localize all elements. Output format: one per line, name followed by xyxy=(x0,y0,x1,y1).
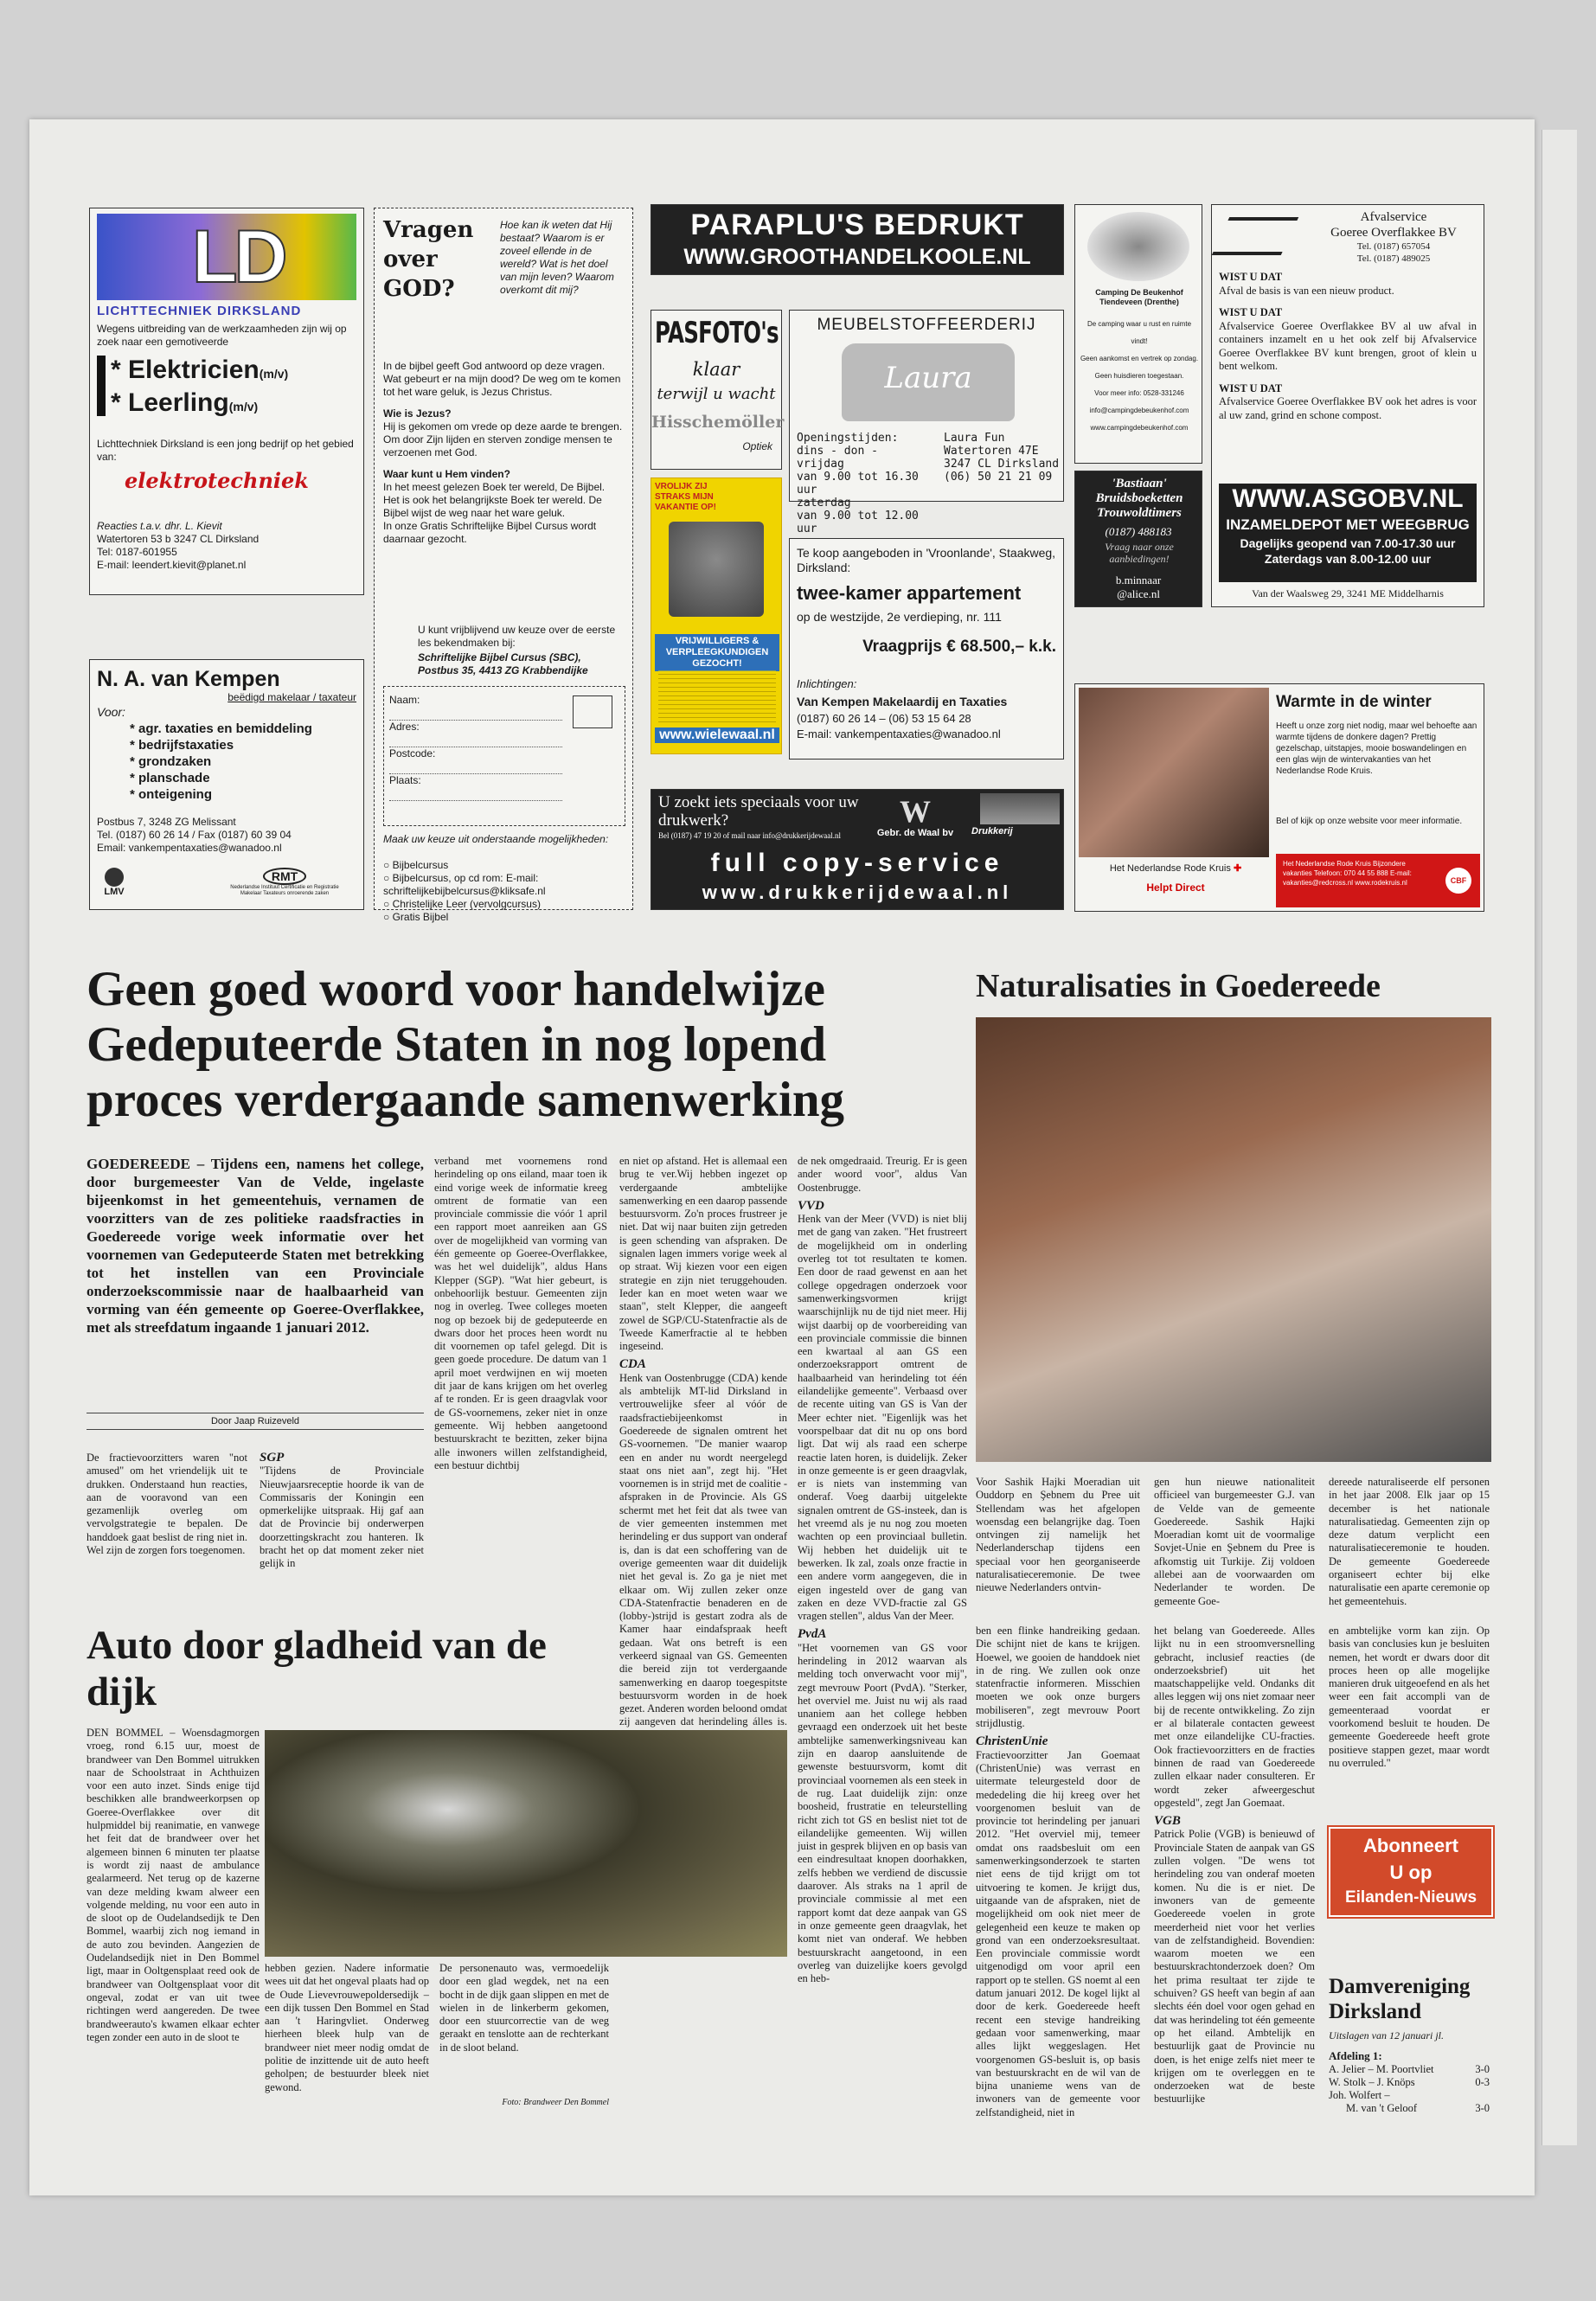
byline-text: Door Jaap Ruizeveld xyxy=(210,1416,300,1426)
dam-sub: Uitslagen van 12 januari jl. xyxy=(1329,2029,1444,2041)
laura-hours-line: van 9.00 tot 12.00 uur xyxy=(797,510,919,535)
drukkerij-question: U zoekt iets speciaals voor uw drukwerk? xyxy=(658,793,859,830)
main-col-2 xyxy=(260,1452,424,1607)
laura-hours-label: Openingstijden: xyxy=(797,432,899,445)
dam-match: A. Jelier – M. Poortvliet xyxy=(1329,2063,1434,2075)
main-col-7 xyxy=(1154,1476,1315,2125)
ld-company: LICHTTECHNIEK DIRKSLAND xyxy=(97,304,302,318)
god-option: Gratis Bijbel xyxy=(392,911,449,923)
afval-address: Van der Waalsweg 29, 3241 ME Middelharnis xyxy=(1252,587,1444,599)
god-p4: In onze Gratis Schriftelijke Bijbel Cursus wordt daarnaar gezocht. xyxy=(383,520,597,545)
ad-vragen-over-god xyxy=(374,208,633,923)
afval-depot-block xyxy=(1219,484,1477,582)
vrijwilligers-label: VRIJWILLIGERS & VERPLEEGKUNDIGEN GEZOCHT! xyxy=(655,634,779,671)
laura-address xyxy=(944,432,1061,484)
laura-hours-line: zaterdag xyxy=(797,497,851,510)
afval-body xyxy=(1219,271,1477,422)
drukkerij-contact: Bel (0187) 47 19 20 of mail naar info@drukkerijdewaal.nl xyxy=(658,831,841,840)
ad-rode-kruis xyxy=(1074,683,1484,912)
afval-h1: WIST U DAT xyxy=(1219,271,1283,283)
ld-brand: elektrotechniek xyxy=(125,468,309,493)
ld-address: Watertoren 53 b 3247 CL Dirksland xyxy=(97,533,260,545)
god-field-adres[interactable] xyxy=(389,721,562,747)
kempen-item: bedrijfstaxaties xyxy=(138,738,234,753)
damvereniging xyxy=(1329,1974,1490,2115)
kempen-tel: Tel. (0187) 60 26 14 / Fax (0187) 60 39 04 xyxy=(97,829,292,841)
main-byline xyxy=(87,1413,424,1430)
god-field-label: Naam: xyxy=(389,694,420,706)
bastiaan-sub: Vraag naar onze aanbiedingen! xyxy=(1105,541,1174,565)
appartement-tel: (0187) 60 26 14 – (06) 53 15 64 28 xyxy=(797,712,971,725)
pvda-heading: PvdA xyxy=(798,1627,827,1642)
auto-col1-text: DEN BOMMEL – Woensdagmorgen vroeg, rond 6.15 uur, moest de brandweer van Den Bommel uitrukken naar de Schoolstraat in Achthuizen voor een auto inzet. Sinds enige tijd beschikken alle brandweerkorpsen op Goeree-Overflakkee over dit hulpmiddel bij reanimatie, en vanwege het feit dat de brandweer over het algemeen binnen 6 minuten ter plaatse is wordt zij naast de ambulance gealarmeerd. Net terug op de kazerne van deze melding kwam alweer een volgende melding, nu voor een auto in de sloot op de Oudelandsedijk te Den Bommel, waarbij zich nog iemand in de auto zou bevinden. Aangezien de Oudelandsedijk niet in Den Bommel ligt, maar in Ooltgensplaat reed ook de brandweer van Ooltgensplaat voor dit ongeval, zodat er van uit twee richtingen werd aangereden. De twee brandweerauto's kwamen elkaar echter tegen zonder een auto in de sloot te xyxy=(87,1727,260,2043)
checkbox-icon[interactable]: ○ xyxy=(383,859,390,871)
main-col6b-text: ben een flinke handreiking gedaan. Die schijnt niet de kans te krijgen. Hoewel, we gooien de handdoek niet in de ring. We zullen ook onze statenfractie informeren. Misschien moeten we ook onze burgers mobiliseren", zegt mevrouw Poort strijdlustig. xyxy=(976,1625,1140,1730)
auto-col-2 xyxy=(265,1962,429,2126)
rodekruis-org: Het Nederlandse Rode Kruis xyxy=(1109,863,1231,874)
ad-camping-beukenhof xyxy=(1074,204,1202,464)
naturalisatie-photo xyxy=(976,1017,1491,1462)
main-col5c-text: "Het voornemen van GS voor herindeling in 2012 waarvan als melding toch onverwacht voor mij", zegt mevrouw Poort (PvdA). "Sterker, het overviel me. Juist nu wij als raad unaniem aan het college hebben gevraagd een onderzoek uit het beste ambtelijke samenwerkingsniveau kan zijn en daarop aansluitende de gewenste bestuursvorm, komt dit provinciaal voornemen als een steek in de rug. Laat duidelijk zijn: onze boosheid, frustratie en teleurstelling richt zich tot GS en beslist niet tot de eilandelijke gemeenten. Wij willen juist in gesprek blijven en op basis van een eindresultaat knopen doorhakken, zelfs hebben we verdiend de discussie daarover. Als straks na 1 april de provinciale commissie al met een rapport komt dat deze aanpak van GS in onze gemeente geen draagvlak, het komt niet van onderaf. We hebben bestuurskracht aangetoond, in een overleg van duizelijke koers gevolgd en heb- xyxy=(798,1641,967,1985)
truck-icon xyxy=(1212,217,1299,255)
appartement-agent: Van Kempen Makelaardij en Taxaties xyxy=(797,695,1008,708)
god-field-plaats[interactable] xyxy=(389,774,562,801)
vrijwilligers-url: www.wielewaal.nl xyxy=(655,727,779,743)
auto-col2-text: hebben gezien. Nadere informatie wees uit dat het ongeval plaats had op de Oude Lievevrouwepoldersedijk – een dijk tussen Den Bommel en Stad aan 't Haringvliet. Onderweg hierheen bleek hulp van de brandweer niet meer nodig omdat de politie de inzittende uit de auto heeft geholpen; de bestuurder bleek niet gewond. xyxy=(265,1962,429,2093)
red-cross-icon: ✚ xyxy=(1233,863,1242,874)
laura-addr-line: Watertoren 47E xyxy=(944,445,1039,458)
ad-van-kempen xyxy=(89,659,364,910)
main-col-6 xyxy=(976,1476,1140,2125)
abonneer-line3: Eilanden-Nieuws xyxy=(1344,1888,1477,1907)
ld-body: Lichttechniek Dirksland is een jong bedrijf op het gebied van: xyxy=(97,438,354,463)
god-options xyxy=(383,859,624,924)
god-send: U kunt vrijblijvend uw keuze over de eerste les bekendmaken bij: xyxy=(418,624,616,649)
drukkerij-name: Gebr. de Waal bv xyxy=(876,828,954,838)
god-questions: Hoe kan ik weten dat Hij bestaat? Waarom is er zoveel ellende in de wereld? Wat is het doel van mijn leven? Waarom overkomt dit mij? xyxy=(500,219,614,296)
checkbox-icon[interactable]: ○ xyxy=(383,911,390,923)
afval-p2: Afvalservice Goeree Overflakkee BV al uw afval in containers inzamelt en u het ook zelf bij Afvalservice Goeree Overflakkee BV kunt brengen, groot of klein u bent welkom. xyxy=(1219,319,1477,372)
god-school: Schriftelijke Bijbel Cursus (SBC), Postbus 35, 4413 ZG Krabbendijke xyxy=(418,651,588,676)
main-col8b-text: en ambtelijke vorm kan zijn. Op basis van conclusies kun je besluiten nemen, het wordt er dwars door dit proces heen op alle mogelijke manieren druk uitgeoefend en als het weer een fait accompli van de gemeenteraad voordat er voorkomend besluit te houden. De gemeente Goedereede heeft grote positieve stappen gezet, maar wordt nu overruled." xyxy=(1329,1625,1490,1769)
main-col-1 xyxy=(87,1452,247,1607)
ld-logo-text: LD xyxy=(192,215,285,298)
camping-logo xyxy=(1087,212,1189,281)
wheelchair-photo xyxy=(669,522,764,617)
dam-score: 3-0 xyxy=(1475,2102,1490,2114)
rmt-logo xyxy=(220,868,349,897)
god-option: Christelijke Leer (vervolgcursus) xyxy=(392,898,541,910)
lmv-label: LMV xyxy=(104,887,125,897)
bastiaan-email1: b.minnaar xyxy=(1115,574,1162,586)
dam-match: Joh. Wolfert – xyxy=(1329,2089,1390,2101)
bastiaan-email2: @alice.nl xyxy=(1117,587,1160,600)
kempen-address: Postbus 7, 3248 ZG Melissant xyxy=(97,816,236,828)
ad-bastiaan xyxy=(1074,471,1202,607)
naturalisatie-headline: Naturalisaties in Goedereede xyxy=(976,968,1381,1004)
paraplu-url: WWW.GROOTHANDELKOOLE.NL xyxy=(683,245,1031,269)
checkbox-icon[interactable]: ○ xyxy=(383,872,390,884)
ad-appartement xyxy=(789,538,1064,760)
drukkerij-logo: W Gebr. de Waal bv xyxy=(868,795,963,838)
ad-meubelstoffeerderij-laura xyxy=(789,310,1064,535)
laura-addr-line: Laura Fun xyxy=(944,432,1005,445)
ld-mv1: (m/v) xyxy=(259,367,289,381)
afval-hours1: Dagelijks geopend van 7.00-17.30 uur xyxy=(1240,536,1456,550)
appartement-title: twee-kamer appartement xyxy=(797,582,1022,604)
main-col6c-text: Fractievoorzitter Jan Goemaat (ChristenUnie) was verrast en uitermate teleurgesteld door de mededeling die hij kreeg over het voorgenomen besluit van de provincie tot herindeling per januari 2012. "Het overviel mij, temeer omdat ons raadsbesluit om een samenwerkingsonderzoek te starten niet eens de tijd krijgt om tot uitvoering te komen. Je krijgt dus, uitgaande van de afspraken, niet de mogelijkheid om ook niet meer de gelegenheid een keuze te maken op grond van een onderzoeksresultaat. Een provinciale commissie wordt uitgenodigd om voor april een rapport op te stellen. GS noemt al een datum januari 2012. De kogel lijkt al door de kerk. Goedereede heeft recent een stevige handreiking gedaan voor samenwerking, maar alles lijkt weggeslagen. Het voorgenomen GS-besluit is, op basis van bestuurskracht en de wil van de bijna unanieme wens van de inwoners van de gemeente voor zelfstandigheid, niet in xyxy=(976,1748,1140,2118)
ld-email: E-mail: leendert.kievit@planet.nl xyxy=(97,559,247,571)
main-col1-text: De fractievoorzitters waren "not amused" om het vriendelijk uit te drukken. Onderstaand hun reacties, aan de vooravond van een gezamenlijk overleg om vervolgstrategie te bepalen. De handdoek gaat beslist de ring niet in. Wel zijn de zorgen fors toegenomen. xyxy=(87,1452,247,1557)
kempen-sub: beëdigd makelaar / taxateur xyxy=(228,691,356,703)
rodekruis-p2: Bel of kijk op onze website voor meer informatie. xyxy=(1276,817,1463,826)
kempen-item: planschade xyxy=(138,771,210,785)
appartement-intro: Te koop aangeboden in 'Vroonlande', Staakweg, Dirksland: xyxy=(797,546,1056,574)
dam-score: 3-0 xyxy=(1475,2063,1490,2075)
kempen-email: Email: vankempentaxaties@wanadoo.nl xyxy=(97,842,282,854)
abonneer-box[interactable] xyxy=(1329,1827,1493,1917)
afval-name: Afvalservice xyxy=(1360,210,1427,224)
pasfoto-brand: Hisschemöller xyxy=(651,413,785,432)
ad-afvalservice xyxy=(1211,204,1484,607)
vgb-heading: VGB xyxy=(1154,1814,1181,1829)
naturalisatie-col3-text: dereede naturaliseerde elf personen in het jaar 2008. Elk jaar op 15 december is het nationale naturalisatiedag. Gemeenten zijn op deze datum verplicht een naturalisatieceremonie te houden. De gemeente Goedereede organiseert echter bij elke naturalisatie een aparte ceremonie op het gemeentehuis. xyxy=(1329,1476,1490,1607)
god-option: Bijbelcursus xyxy=(392,859,449,871)
camping-line: www.campingdebeukenhof.com xyxy=(1090,424,1189,432)
bastiaan-title: 'Bastiaan' Bruidsboeketten Trouwoldtimers xyxy=(1095,477,1183,520)
rodekruis-contact: Het Nederlandse Rode Kruis Bijzondere vakanties Telefoon: 070 44 55 888 E-mail: vakanties@redcross.nl www.rodekruis.nl xyxy=(1283,860,1412,887)
ld-mv2: (m/v) xyxy=(228,400,259,413)
dam-match: W. Stolk – J. Knöps xyxy=(1329,2076,1415,2088)
rmt-label: RMT xyxy=(263,868,306,885)
god-title xyxy=(383,215,487,304)
ad-lichttechniek xyxy=(89,208,364,595)
laura-brand: Laura xyxy=(884,361,972,395)
god-p1: In de bijbel geeft God antwoord op deze vragen. Wat gebeurt er na mijn dood? De weg om te komen tot het ware geluk, is Jezus Christus. xyxy=(383,360,621,398)
stamp-icon xyxy=(573,695,612,728)
cda-heading: CDA xyxy=(619,1357,646,1372)
afval-tel1: Tel. (0187) 657054 xyxy=(1356,241,1431,252)
abonneer-line1: Abonneert xyxy=(1363,1835,1458,1856)
ld-tel: Tel: 0187-601955 xyxy=(97,546,177,558)
ld-job-bar xyxy=(97,356,106,416)
main-lead: GOEDEREEDE – Tijdens een, namens het college, door burgemeester Van de Velde, ingelaste bijeenkomst in het gemeentehuis, vernamen de voorzitters van de zes politieke raadsfracties in Goedereede vorige week informatie over het voornemen van Gedeputeerde Staten met betrekking tot het instellen van een Provinciale onderzoekscommissie naar de haalbaarheid van vorming van één gemeente op Goeree-Overflakkee, met als streefdatum ingaande 1 januari 2012. xyxy=(87,1156,424,1336)
god-p3: In het meest gelezen Boek ter wereld, De Bijbel. Het is ook het belangrijkste Boek ter wereld. De Bijbel wijst de weg naar het ware geluk. xyxy=(383,481,606,519)
drukkerij-name2: Drukkerij xyxy=(971,826,1013,836)
afval-url: WWW.ASGOBV.NL xyxy=(1232,484,1464,513)
camping-line: info@campingdebeukenhof.com xyxy=(1089,407,1189,414)
vvd-heading: VVD xyxy=(798,1198,824,1213)
auto-photo xyxy=(265,1730,787,1957)
main-col5-text: de nek omgedraaid. Treurig. Er is geen ander woord voor", aldus Van Oostenbrugge. xyxy=(798,1155,967,1194)
next-page-edge xyxy=(1542,130,1577,2145)
appartement-email: E-mail: vankempentaxaties@wanadoo.nl xyxy=(797,727,1001,740)
kempen-name: N. A. van Kempen xyxy=(97,667,280,691)
sofa-icon xyxy=(842,343,1015,421)
god-field-label: Postcode: xyxy=(389,747,436,760)
rodekruis-title: Warmte in de winter xyxy=(1276,693,1432,711)
ld-job1: Elektricien xyxy=(128,356,260,384)
auto-photo-caption: Foto: Brandweer Den Bommel xyxy=(502,2098,609,2107)
rodekruis-logo xyxy=(1080,862,1271,874)
kempen-item: grondzaken xyxy=(138,754,212,769)
pasfoto-brand2: Optiek xyxy=(742,440,772,452)
main-col-5 xyxy=(798,1155,967,2124)
main-col3-text: verband met voornemens rond herindeling op ons eiland, maar toen ik eind vorige week de informatie kreeg omtrent de formatie van een provinciale commissie die vóór 1 april een rapport moet aanreiken aan GS over de mogelijkheid van vorming van één gemeente op Goeree-Overflakkee, was het wel duidelijk", aldus Hans Klepper (SGP). "Wat hier gebeurt, is onbehoorlijk bestuur. Gemeenten zijn nog in overleg. Twee colleges moeten nog op bezoek bij de gedeputeerde en dwars door het proces heen wordt nu dit voornemen op tafel gelegd. Dit is geen goede procedure. De datum van 1 april moet verdwijnen en wij moeten dit jaar de kans krijgen om het overleg af te ronden. Er is geen draagvlak voor de GS-voornemens, zeker niet in onze gemeente. Wij hebben aangetoond bestuurskracht te bezitten, zeker bijna alle inwoners willen zelfstandigheid, een bestuur dichtbij xyxy=(434,1155,607,1471)
afval-h2: WIST U DAT xyxy=(1219,306,1283,318)
main-col5b-text: Henk van der Meer (VVD) is niet blij met de gang van zaken. "Het frustreert de mogelijkheid om in onderling overleg tot tot resultaten te komen. Een door de raad gewenst en aan het college opgedragen onderzoek voor samenwerkingsvormen krijgt waarschijnlijk nu de tijd niet meer. Hij wijst daarbij op de voorbereiding van een provinciale commissie die binnen een kwartaal al aan GS een onderzoeksrapport omtrent de haalbaarheid van herindeling tot één eilandelijke gemeente". Verbaasd over de recente uiting van GS is Van der Meer echter niet. "Eigenlijk was het voorspelbaar dat dit nu op ons bord ligt. Dat wij als raad een scherpe reactie laten horen, is duidelijk. Zeker in onze gemeente is er geen draagvlak, er is niets van instemming van onderaf. Voeg daarbij uitgelekte signalen omtrent de GS-insteek, dan is het vreemd als je nu nog zou moeten wachten op een provinciaal bulletin. Wij hebben het duidelijk uit te bewerken. Ik zal, zoals onze fractie in een andere vorm aangegeven, die in eigen ingesteld over de gang van zaken en deze VVD-fractie zal GS vragen stellen", aldus Van der Meer. xyxy=(798,1213,967,1623)
camping-line: Geen huisdieren toegestaan. xyxy=(1094,372,1184,380)
ld-contact xyxy=(97,520,356,572)
laura-title: MEUBELSTOFFEERDERIJ xyxy=(817,316,1036,334)
appartement-price: Vraagprijs € 68.500,– k.k. xyxy=(862,638,1056,656)
cbf-logo: CBF xyxy=(1445,868,1471,894)
camping-line: De camping waar u rust en ruimte vindt! xyxy=(1086,320,1192,345)
afval-hours2: Zaterdags van 8.00-12.00 uur xyxy=(1264,552,1432,566)
appartement-info: Inlichtingen: xyxy=(797,677,857,690)
camping-lines xyxy=(1079,316,1200,437)
dam-results xyxy=(1329,2063,1490,2115)
main-col7c-text: Patrick Polie (VGB) is benieuwd of Provinciale Staten de aanpak van GS zullen volgen. "De wens tot herindeling zou van onderaf moeten komen. Nu die is er niet. De inwoners van de gemeente Goedereede voelen in grote meerderheid niet voor het verlies van de zelfstandigheid. Bovendien: waarom moeten we een bestuurskrachtonderzoek doen? Om het prima resultaat ter zijde te schuiven? GS heeft van begin af aan slechts één doel voor ogen gehad en dat was herindeling tot één gemeente op het eiland. Ambtelijk en bestuurlijk gaat de Provincie nu doen, is het enige zelfs niet meer te krijgen om te overleggen en te onderzoeken wat de beste bestuurlijke xyxy=(1154,1828,1315,2106)
god-field-naam[interactable] xyxy=(389,694,562,721)
god-field-label: Adres: xyxy=(389,721,420,733)
kempen-voor: Voor: xyxy=(97,705,125,719)
laura-hours-line: dins - don - vrijdag xyxy=(797,445,878,471)
dam-title: Damvereniging Dirksland xyxy=(1329,1975,1471,2023)
main-col7b-text: het belang van Goedereede. Alles lijkt nu in een stroomversnelling gebracht, inclusief reacties (de onderzoeksbrief) uit het maatschappelijke veld. Ondanks dit alles leggen wij ons niet zomaar neer bij de recente ontwikkeling. Zo zijn er al bilaterale contacten geweest met onze eilandelijke CU-fracties. Ook fractievoorzitters en de fracties binnen de raad van Goedereede zullen elkaar nader consulteren. Er wordt zeker afweergeschut opgesteld", zegt Jan Goemaat. xyxy=(1154,1625,1315,1809)
building-photo xyxy=(980,793,1060,824)
auto-col3-text: De personenauto was, vermoedelijk door een glad wegdek, net na een bocht in de dijk gaan slippen en met de wielen in de linkerberm gekomen, door een stuurcorrectie van de weg geraakt en tenslotte aan de rechterkant in de sloot beland. xyxy=(439,1962,609,2054)
afval-h3: WIST U DAT xyxy=(1219,381,1283,394)
cu-heading: ChristenUnie xyxy=(976,1734,1048,1749)
appartement-floor: op de westzijde, 2e verdieping, nr. 111 xyxy=(797,610,1002,624)
kempen-list: * agr. taxaties en bemiddeling * bedrijfstaxaties * grondzaken * planschade * onteigening xyxy=(130,721,312,802)
main-col-8 xyxy=(1329,1476,1490,1822)
ld-job-list: * Elektricien(m/v) * Leerling(m/v) xyxy=(97,356,356,421)
kempen-contact xyxy=(97,816,356,855)
drukkerij-url: www.drukkerijdewaal.nl xyxy=(702,881,1013,903)
ld-reactions: Reacties t.a.v. dhr. L. Kievit xyxy=(97,520,222,532)
ld-job2: Leerling xyxy=(128,388,229,417)
auto-headline: Auto door gladheid van de dijk xyxy=(87,1623,547,1715)
dam-division: Afdeling 1: xyxy=(1329,2049,1382,2062)
afval-depot: INZAMELDEPOT MET WEEGBRUG xyxy=(1226,516,1470,533)
auto-col-3 xyxy=(439,1962,609,2092)
god-option: Bijbelcursus, op cd rom: E-mail: schriftelijkebijbelcursus@kliksafe.nl xyxy=(383,872,546,897)
ad-paraplus xyxy=(651,204,1064,275)
vrijwilligers-text-lines xyxy=(658,670,776,722)
bastiaan-phone: (0187) 488183 xyxy=(1105,525,1172,538)
ad-pasfotos xyxy=(651,310,785,470)
sgp-heading: SGP xyxy=(260,1451,285,1465)
kempen-item: onteigening xyxy=(138,787,213,802)
god-field-postcode[interactable] xyxy=(389,747,562,774)
ad-drukkerij-de-waal xyxy=(651,789,1064,910)
vrijwilligers-top: VROLIJK ZIJ STRAKS MIJN VAKANTIE OP! xyxy=(655,482,716,512)
dam-match: M. van 't Geloof xyxy=(1346,2102,1418,2114)
rodekruis-photo xyxy=(1079,688,1269,857)
laura-hours xyxy=(797,432,926,535)
dam-score: 0-3 xyxy=(1475,2076,1490,2088)
ad-vrijwilligers xyxy=(651,478,782,754)
pasfoto-title: PASFOTO's xyxy=(655,316,779,350)
afval-tel2: Tel. (0187) 489025 xyxy=(1356,253,1431,264)
main-col-3 xyxy=(434,1155,607,1609)
god-p2: Hij is gekomen om vrede op deze aarde te brengen. Om door Zijn lijden en sterven zondige mensen te verzoenen met God. xyxy=(383,420,623,458)
lmv-logo xyxy=(97,868,131,897)
god-form xyxy=(383,686,625,826)
ld-intro: Wegens uitbreiding van de werkzaamheden zijn wij op zoek naar een gemotiveerde xyxy=(97,323,347,348)
camping-line: Voor meer info: 0528-331246 xyxy=(1094,389,1184,397)
main-headline: Geen goed woord voor handelwijze Gedeputeerde Staten in nog lopend proces verdergaande samenwerking xyxy=(87,962,845,1127)
abonneer-line2: U op xyxy=(1389,1862,1433,1883)
camping-name: Camping De Beukenhof Tiendeveen (Drenthe) xyxy=(1095,288,1183,306)
pasfoto-sub1: klaar xyxy=(692,359,740,380)
rodekruis-p1: Heeft u onze zorg niet nodig, maar wel behoefte aan warmte tijdens de donkere dagen? Prettig gezelschap, uitstapjes, mooie boswandelingen en een glas wijn de wintervakanties van het Nederlandse Rode Kruis. xyxy=(1276,721,1477,776)
afval-p1: Afval de basis is van een nieuw product. xyxy=(1219,284,1394,297)
rodekruis-slogan: Helpt Direct xyxy=(1146,881,1205,894)
main-col-4 xyxy=(619,1155,787,2124)
laura-hours-line: van 9.00 tot 16.30 uur xyxy=(797,471,919,497)
god-field-label: Plaats: xyxy=(389,774,421,786)
drukkerij-service: full copy-service xyxy=(710,849,1004,877)
camping-line: Geen aankomst en vertrek op zondag. xyxy=(1080,355,1199,362)
naturalisatie-col1-text: Voor Sashik Hajki Moeradian uit Ouddorp en Şebnem du Pree uit Stellendam was het afgelopen woensdag een belangrijke dag. Toen ontvingen zij namelijk het Nederlanderschap tijdens een speciaal voor hen georganiseerde naturalisatieceremonie. De twee nieuwe Nederlanders ontvin- xyxy=(976,1476,1140,1594)
auto-col-1 xyxy=(87,1727,260,2125)
laura-addr-line: 3247 CL Dirksland xyxy=(944,458,1060,471)
checkbox-icon[interactable]: ○ xyxy=(383,898,390,910)
god-q2: Wie is Jezus? xyxy=(383,407,452,420)
ld-logo xyxy=(97,214,356,300)
main-col4-text: en niet op afstand. Het is allemaal een brug te ver.Wij hebben ingezet op verdergaande ambtelijke samenwerking en een daarop passende bestuursvorm. Zo'n proces frustreer je niet. Dat wij naar buiten zijn getreden is geen schending van afspraken. De signalen lagen immers vorige week al op straat. Wij kiezen voor een eigen strategie en zijn niet teruggehouden. Ieder kan en moet weten waar we staan", stelt Klepper, die aangeeft zowel de SGP/CU-Statenfractie als de Tweede Kamerfractie al te hebben ingeseind. xyxy=(619,1155,787,1353)
paraplu-title: PARAPLU'S BEDRUKT xyxy=(690,208,1024,241)
main-col4b-text: Henk van Oostenbrugge (CDA) kende als ambtelijk MT-lid Dirksland in vertrouwelijke sfeer al vóór de raadsfractiebijeenkomst in Goedereede de signalen omtrent het GS-voornemen. "De manier waarop een en ander nu wordt neergelegd staat ons niet aan", zegt hij. "Het voornemen is in strijd met de coalitie -afspraken in de Provincie. Als GS schermt met het feit dat als twee van de vier gemeenten instemmen met herindeling er dus support van onderaf is, dan is dat een schoffering van de overige gemeenten waar dit duidelijk niet het geval is. Zo ga je niet met elkaar om. Wij zullen zeker onze CDA-Statenfractie benaderen en de (lobby-)strijd is gestart zodra als de Kamer haar eindafspraak heeft gedaan. Wat ons betreft is een verkeerd signaal van GS. Gemeenten die bereid zijn tot verdergaande samenwerking en daarop toegespitste bestuursvorm worden in de hoek gezet. Anderen worden beloond omdat zij aangeven dat herindeling álles is. xyxy=(619,1371,787,1728)
laura-addr-line: (06) 50 21 21 09 xyxy=(944,471,1053,484)
kempen-item: agr. taxaties en bemiddeling xyxy=(138,721,312,736)
god-body xyxy=(383,360,624,554)
pasfoto-sub2: terwijl u wacht xyxy=(657,385,776,403)
afval-sub: Goeree Overflakkee BV xyxy=(1330,226,1457,240)
god-title-text: Vragen over GOD? xyxy=(383,217,474,302)
god-q3: Waar kunt u Hem vinden? xyxy=(383,468,510,480)
rmt-caption: Nederlandse Instituut Certificatie en Registratie Makelaar Taxateurs onroerende zaken xyxy=(230,885,339,896)
rodekruis-contact-bar xyxy=(1276,854,1480,907)
main-col2-text: "Tijdens de Provinciale Nieuwjaarsreceptie hoorde ik van de Commissaris der Koningin een opmerkelijke uitspraak. Hij gaf aan dat de Provincie bij onderwerpen doorzettingskracht zou hanteren. Ik bracht het op dat moment zeker niet gelijk in xyxy=(260,1465,424,1570)
afval-p3: Afvalservice Goeree Overflakkee BV ook het adres is voor al uw zand, grind en schone compost. xyxy=(1219,395,1477,421)
god-choice: Maak uw keuze uit onderstaande mogelijkheden: xyxy=(383,833,609,845)
naturalisatie-col2-text: gen hun nieuwe nationaliteit officieel van burgemeester G.J. van de Velde van de gemeente Goedereede. Sashik Hajki Moeradian komt uit de voormalige Sovjet-Unie en Şebnem du Pree is afkomstig uit Turkije. Zij voldoen allebei aan de voorwaarden om Nederlander te worden. De gemeente Goe- xyxy=(1154,1476,1315,1607)
